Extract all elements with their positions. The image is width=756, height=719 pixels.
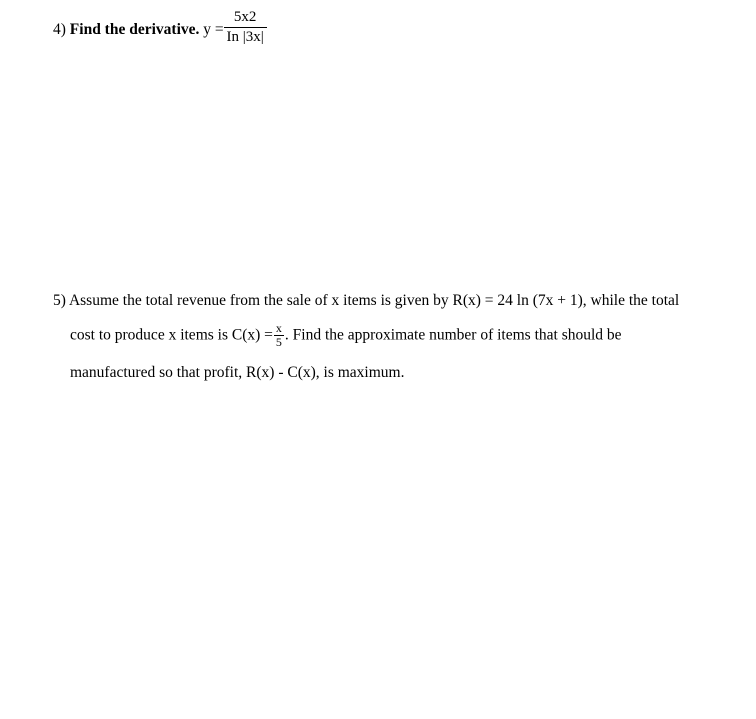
problem-5-text-1: Assume the total revenue from the sale of x items is given by R(x) = 24 ln (7x + 1), while the total	[68, 292, 680, 309]
cost-fraction	[274, 322, 284, 348]
problem-5-line-3	[70, 363, 404, 383]
problem-4-denominator: In |3x|	[226, 29, 264, 45]
problem-5-line-1	[53, 291, 679, 311]
problem-4-fraction	[224, 9, 267, 46]
problem-5-line-2	[70, 323, 622, 349]
problem-4-lhs: y =	[203, 21, 224, 39]
problem-5-number: 5)	[53, 292, 66, 309]
problem-4-prompt: Find the derivative.	[69, 21, 200, 39]
problem-5-text-3: manufactured so that profit, R(x) - C(x), is maximum.	[70, 364, 405, 381]
cost-numerator: x	[275, 321, 282, 335]
cost-denominator: 5	[275, 335, 282, 349]
problem-5-text-2b: . Find the approximate number of items that should be	[284, 326, 622, 344]
problem-4-number: 4)	[53, 21, 66, 39]
problem-5-text-2a: cost to produce x items is C(x) =	[70, 326, 273, 344]
problem-4-numerator: 5x2	[224, 9, 267, 28]
problem-4	[53, 9, 267, 49]
